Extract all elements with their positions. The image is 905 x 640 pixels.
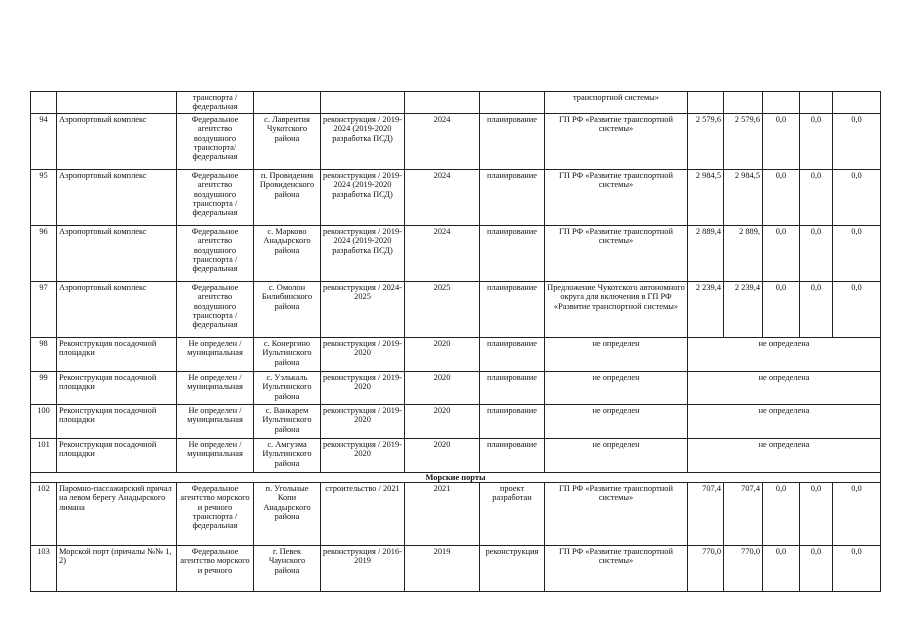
- source-cell: не определен: [545, 337, 688, 371]
- year-cell: 2024: [405, 225, 480, 281]
- year-cell: 2025: [405, 281, 480, 337]
- row-number: 94: [31, 113, 57, 169]
- value-cell: 0,0: [800, 113, 833, 169]
- source-cell: ГП РФ «Развитие транспортной системы»: [545, 482, 688, 545]
- value-cell: 0,0: [763, 482, 800, 545]
- year-cell: 2024: [405, 113, 480, 169]
- stage-cell: планирование: [480, 371, 545, 404]
- value-cell: 0,0: [833, 482, 881, 545]
- value-cell: 2 984,5: [688, 169, 724, 225]
- stage-cell: планирование: [480, 169, 545, 225]
- value-cell: 0,0: [833, 281, 881, 337]
- agency-cell: Федеральное агентство морского и речного: [177, 545, 254, 591]
- objects-table: [30, 91, 881, 592]
- object-name: Реконструкция посадочной площадки: [57, 371, 177, 404]
- row-number: 103: [31, 545, 57, 591]
- object-name: Аэропортовый комплекс: [57, 113, 177, 169]
- value-cell: 0,0: [800, 225, 833, 281]
- location-cell: с. Уэлькаль Иультинского района: [254, 371, 321, 404]
- stage-cell: планирование: [480, 113, 545, 169]
- source-cell: ГП РФ «Развитие транспортной системы»: [545, 113, 688, 169]
- agency-cell: Не определен / муниципальная: [177, 371, 254, 404]
- location-cell: с. Лаврентия Чукотского района: [254, 113, 321, 169]
- row-number: 98: [31, 337, 57, 371]
- agency-cell: Не определен / муниципальная: [177, 404, 254, 438]
- value-cell: 0,0: [833, 225, 881, 281]
- object-name: Реконструкция посадочной площадки: [57, 404, 177, 438]
- source-cell: ГП РФ «Развитие транспортной системы»: [545, 169, 688, 225]
- table-row: [31, 404, 881, 438]
- work-cell: реконструкция / 2016-2019: [321, 545, 405, 591]
- value-cell: 2 889,: [724, 225, 763, 281]
- agency-cell: Федеральное агентство воздушного транспорта / федеральная: [177, 281, 254, 337]
- table-row-continuation: [31, 92, 881, 114]
- stage-cell: проект разработан: [480, 482, 545, 545]
- row-number: 101: [31, 438, 57, 472]
- table-row: [31, 371, 881, 404]
- year-cell: 2020: [405, 337, 480, 371]
- row-number: 102: [31, 482, 57, 545]
- value-cell: 0,0: [800, 545, 833, 591]
- value-cell: 2 889,4: [688, 225, 724, 281]
- object-name: Аэропортовый комплекс: [57, 169, 177, 225]
- row-number: 99: [31, 371, 57, 404]
- location-cell: с. Амгуэма Иультинского района: [254, 438, 321, 472]
- value-cell: 0,0: [800, 482, 833, 545]
- agency-cell: транспорта / федеральная: [177, 92, 254, 114]
- object-name: Реконструкция посадочной площадки: [57, 337, 177, 371]
- object-name: Паромно-пассажирский причал на левом берегу Анадырского лимана: [57, 482, 177, 545]
- value-cell: 0,0: [763, 169, 800, 225]
- source-cell: не определен: [545, 438, 688, 472]
- location-cell: п. Угольные Копи Анадырского района: [254, 482, 321, 545]
- funding-cell: не определена: [688, 371, 881, 404]
- value-cell: 770,0: [724, 545, 763, 591]
- work-cell: реконструкция / 2019-2020: [321, 337, 405, 371]
- value-cell: 770,0: [688, 545, 724, 591]
- value-cell: 0,0: [833, 113, 881, 169]
- funding-cell: не определена: [688, 337, 881, 371]
- location-cell: с. Конергино Иультинского района: [254, 337, 321, 371]
- object-name: Реконструкция посадочной площадки: [57, 438, 177, 472]
- location-cell: г. Певек Чаунского района: [254, 545, 321, 591]
- row-number: 96: [31, 225, 57, 281]
- value-cell: 0,0: [800, 281, 833, 337]
- value-cell: 2 579,6: [724, 113, 763, 169]
- source-cell: ГП РФ «Развитие транспортной системы»: [545, 545, 688, 591]
- agency-cell: Федеральное агентство воздушного транспорта / федеральная: [177, 169, 254, 225]
- row-number: 95: [31, 169, 57, 225]
- stage-cell: планирование: [480, 438, 545, 472]
- value-cell: 0,0: [833, 169, 881, 225]
- work-cell: реконструкция / 2019-2024 (2019-2020 разработка ПСД): [321, 225, 405, 281]
- year-cell: 2020: [405, 438, 480, 472]
- agency-cell: Федеральное агентство воздушного транспорта / федеральная: [177, 225, 254, 281]
- stage-cell: реконструкция: [480, 545, 545, 591]
- section-title: Морские порты: [31, 472, 881, 482]
- year-cell: 2021: [405, 482, 480, 545]
- table-row: [31, 337, 881, 371]
- object-name: Морской порт (причалы №№ 1, 2): [57, 545, 177, 591]
- table-row: [31, 225, 881, 281]
- year-cell: 2019: [405, 545, 480, 591]
- value-cell: 707,4: [688, 482, 724, 545]
- funding-cell: не определена: [688, 438, 881, 472]
- stage-cell: планирование: [480, 225, 545, 281]
- source-cell: не определен: [545, 404, 688, 438]
- agency-cell: Не определен / муниципальная: [177, 337, 254, 371]
- stage-cell: планирование: [480, 337, 545, 371]
- work-cell: строительство / 2021: [321, 482, 405, 545]
- agency-cell: Федеральное агентство морского и речного транспорта / федеральная: [177, 482, 254, 545]
- stage-cell: планирование: [480, 404, 545, 438]
- work-cell: реконструкция / 2019-2020: [321, 404, 405, 438]
- year-cell: 2020: [405, 371, 480, 404]
- source-cell: ГП РФ «Развитие транспортной системы»: [545, 225, 688, 281]
- location-cell: с. Марково Анадырского района: [254, 225, 321, 281]
- value-cell: 0,0: [763, 225, 800, 281]
- value-cell: 0,0: [763, 113, 800, 169]
- table-row: [31, 169, 881, 225]
- object-name: Аэропортовый комплекс: [57, 281, 177, 337]
- year-cell: 2020: [405, 404, 480, 438]
- agency-cell: Федеральное агентство воздушного транспорта/ федеральная: [177, 113, 254, 169]
- agency-cell: Не определен / муниципальная: [177, 438, 254, 472]
- value-cell: 0,0: [800, 169, 833, 225]
- value-cell: 0,0: [833, 545, 881, 591]
- work-cell: реконструкция / 2019-2020: [321, 438, 405, 472]
- location-cell: п. Провидения Провиденского района: [254, 169, 321, 225]
- value-cell: 0,0: [763, 545, 800, 591]
- section-header-row: [31, 472, 881, 482]
- value-cell: 2 984,5: [724, 169, 763, 225]
- row-number: 97: [31, 281, 57, 337]
- value-cell: 2 239,4: [688, 281, 724, 337]
- stage-cell: планирование: [480, 281, 545, 337]
- row-number: 100: [31, 404, 57, 438]
- table-row: [31, 545, 881, 591]
- value-cell: 2 239,4: [724, 281, 763, 337]
- source-cell: Предложение Чукотского автономного округа для включения в ГП РФ «Развитие транспортной системы»: [545, 281, 688, 337]
- funding-cell: не определена: [688, 404, 881, 438]
- work-cell: реконструкция / 2019-2020: [321, 371, 405, 404]
- work-cell: реконструкция / 2019-2024 (2019-2020 разработка ПСД): [321, 169, 405, 225]
- year-cell: 2024: [405, 169, 480, 225]
- value-cell: 707,4: [724, 482, 763, 545]
- value-cell: 2 579,6: [688, 113, 724, 169]
- work-cell: реконструкция / 2019-2024 (2019-2020 разработка ПСД): [321, 113, 405, 169]
- value-cell: 0,0: [763, 281, 800, 337]
- source-cell: не определен: [545, 371, 688, 404]
- location-cell: с. Ванкарем Иультинского района: [254, 404, 321, 438]
- object-name: Аэропортовый комплекс: [57, 225, 177, 281]
- table-row: [31, 113, 881, 169]
- table-row: [31, 281, 881, 337]
- table-row: [31, 438, 881, 472]
- table-row: [31, 482, 881, 545]
- source-cell: транспортной системы»: [545, 92, 688, 114]
- location-cell: с. Омолон Билибинского района: [254, 281, 321, 337]
- work-cell: реконструкция / 2024-2025: [321, 281, 405, 337]
